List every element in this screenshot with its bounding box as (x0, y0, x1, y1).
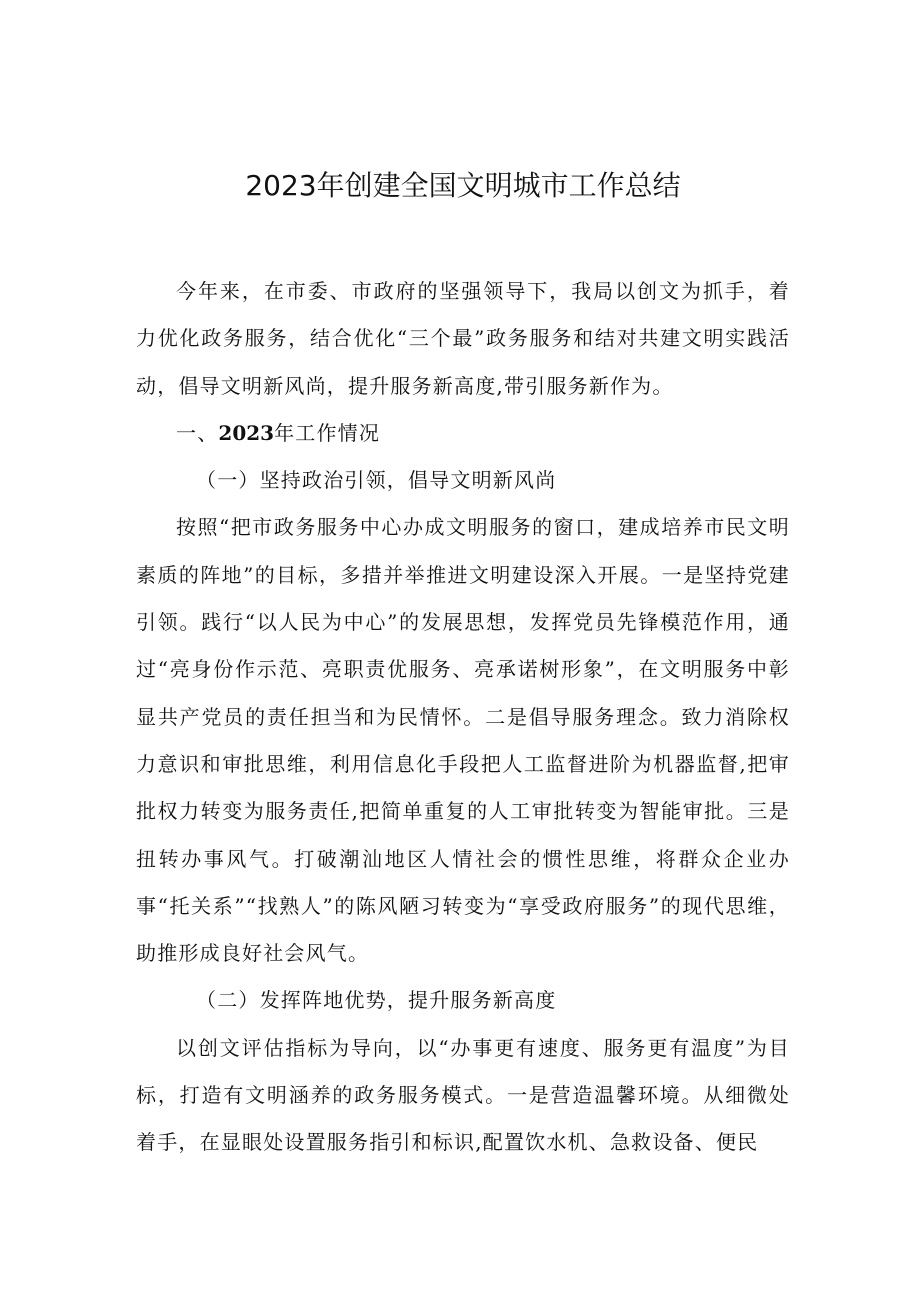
subsection-heading-1: （一）坚持政治引领，倡导文明新风尚 (196, 468, 557, 493)
document-body (136, 268, 790, 1167)
subsection-1-paragraph: 按照“把市政务服务中心办成文明服务的窗口，建成培养市民文明素质的阵地”的目标，多措并举推进文明建设深入开展。一是坚持党建引领。践行“以人民为中心”的发展思想，发挥党员先锋模范作用，通过“亮身份作示范、亮职责优服务、亮承诺树形象”，在文明服务中彰显共产党员的责任担当和为民情怀。二是倡导服务理念。致力消除权力意识和审批思维，利用信息化手段把人工监督进阶为机器监督,把审批权力转变为服务责任,把简单重复的人工审批转变为智能审批。三是扭转办事风气。打破潮汕地区人情社会的惯性思维，将群众企业办事“托关系”“找熟人”的陈风陋习转变为“享受政府服务”的现代思维，助推形成良好社会风气。 (136, 515, 790, 966)
subsection-heading-2: （二）发挥阵地优势，提升服务新高度 (196, 988, 557, 1013)
section-heading-prefix: 一、 (176, 420, 219, 445)
section-heading-1 (136, 410, 790, 457)
section-heading-suffix: 年工作情况 (274, 420, 381, 445)
subsection-2-paragraph: 以创文评估指标为导向，以“办事更有速度、服务更有温度”为目标，打造有文明涵养的政务服务模式。一是营造温馨环境。从细微处着手，在显眼处设置服务指引和标识,配置饮水机、急救设备、便民 (136, 1035, 790, 1155)
document-title: 2023年创建全国文明城市工作总结 (245, 169, 681, 202)
intro-paragraph: 今年来，在市委、市政府的坚强领导下，我局以创文为抓手，着力优化政务服务，结合优化“三个最”政务服务和结对共建文明实践活动，倡导文明新风尚，提升服务新高度,带引服务新作为。 (136, 279, 790, 398)
section-heading-year: 2023 (218, 420, 275, 445)
